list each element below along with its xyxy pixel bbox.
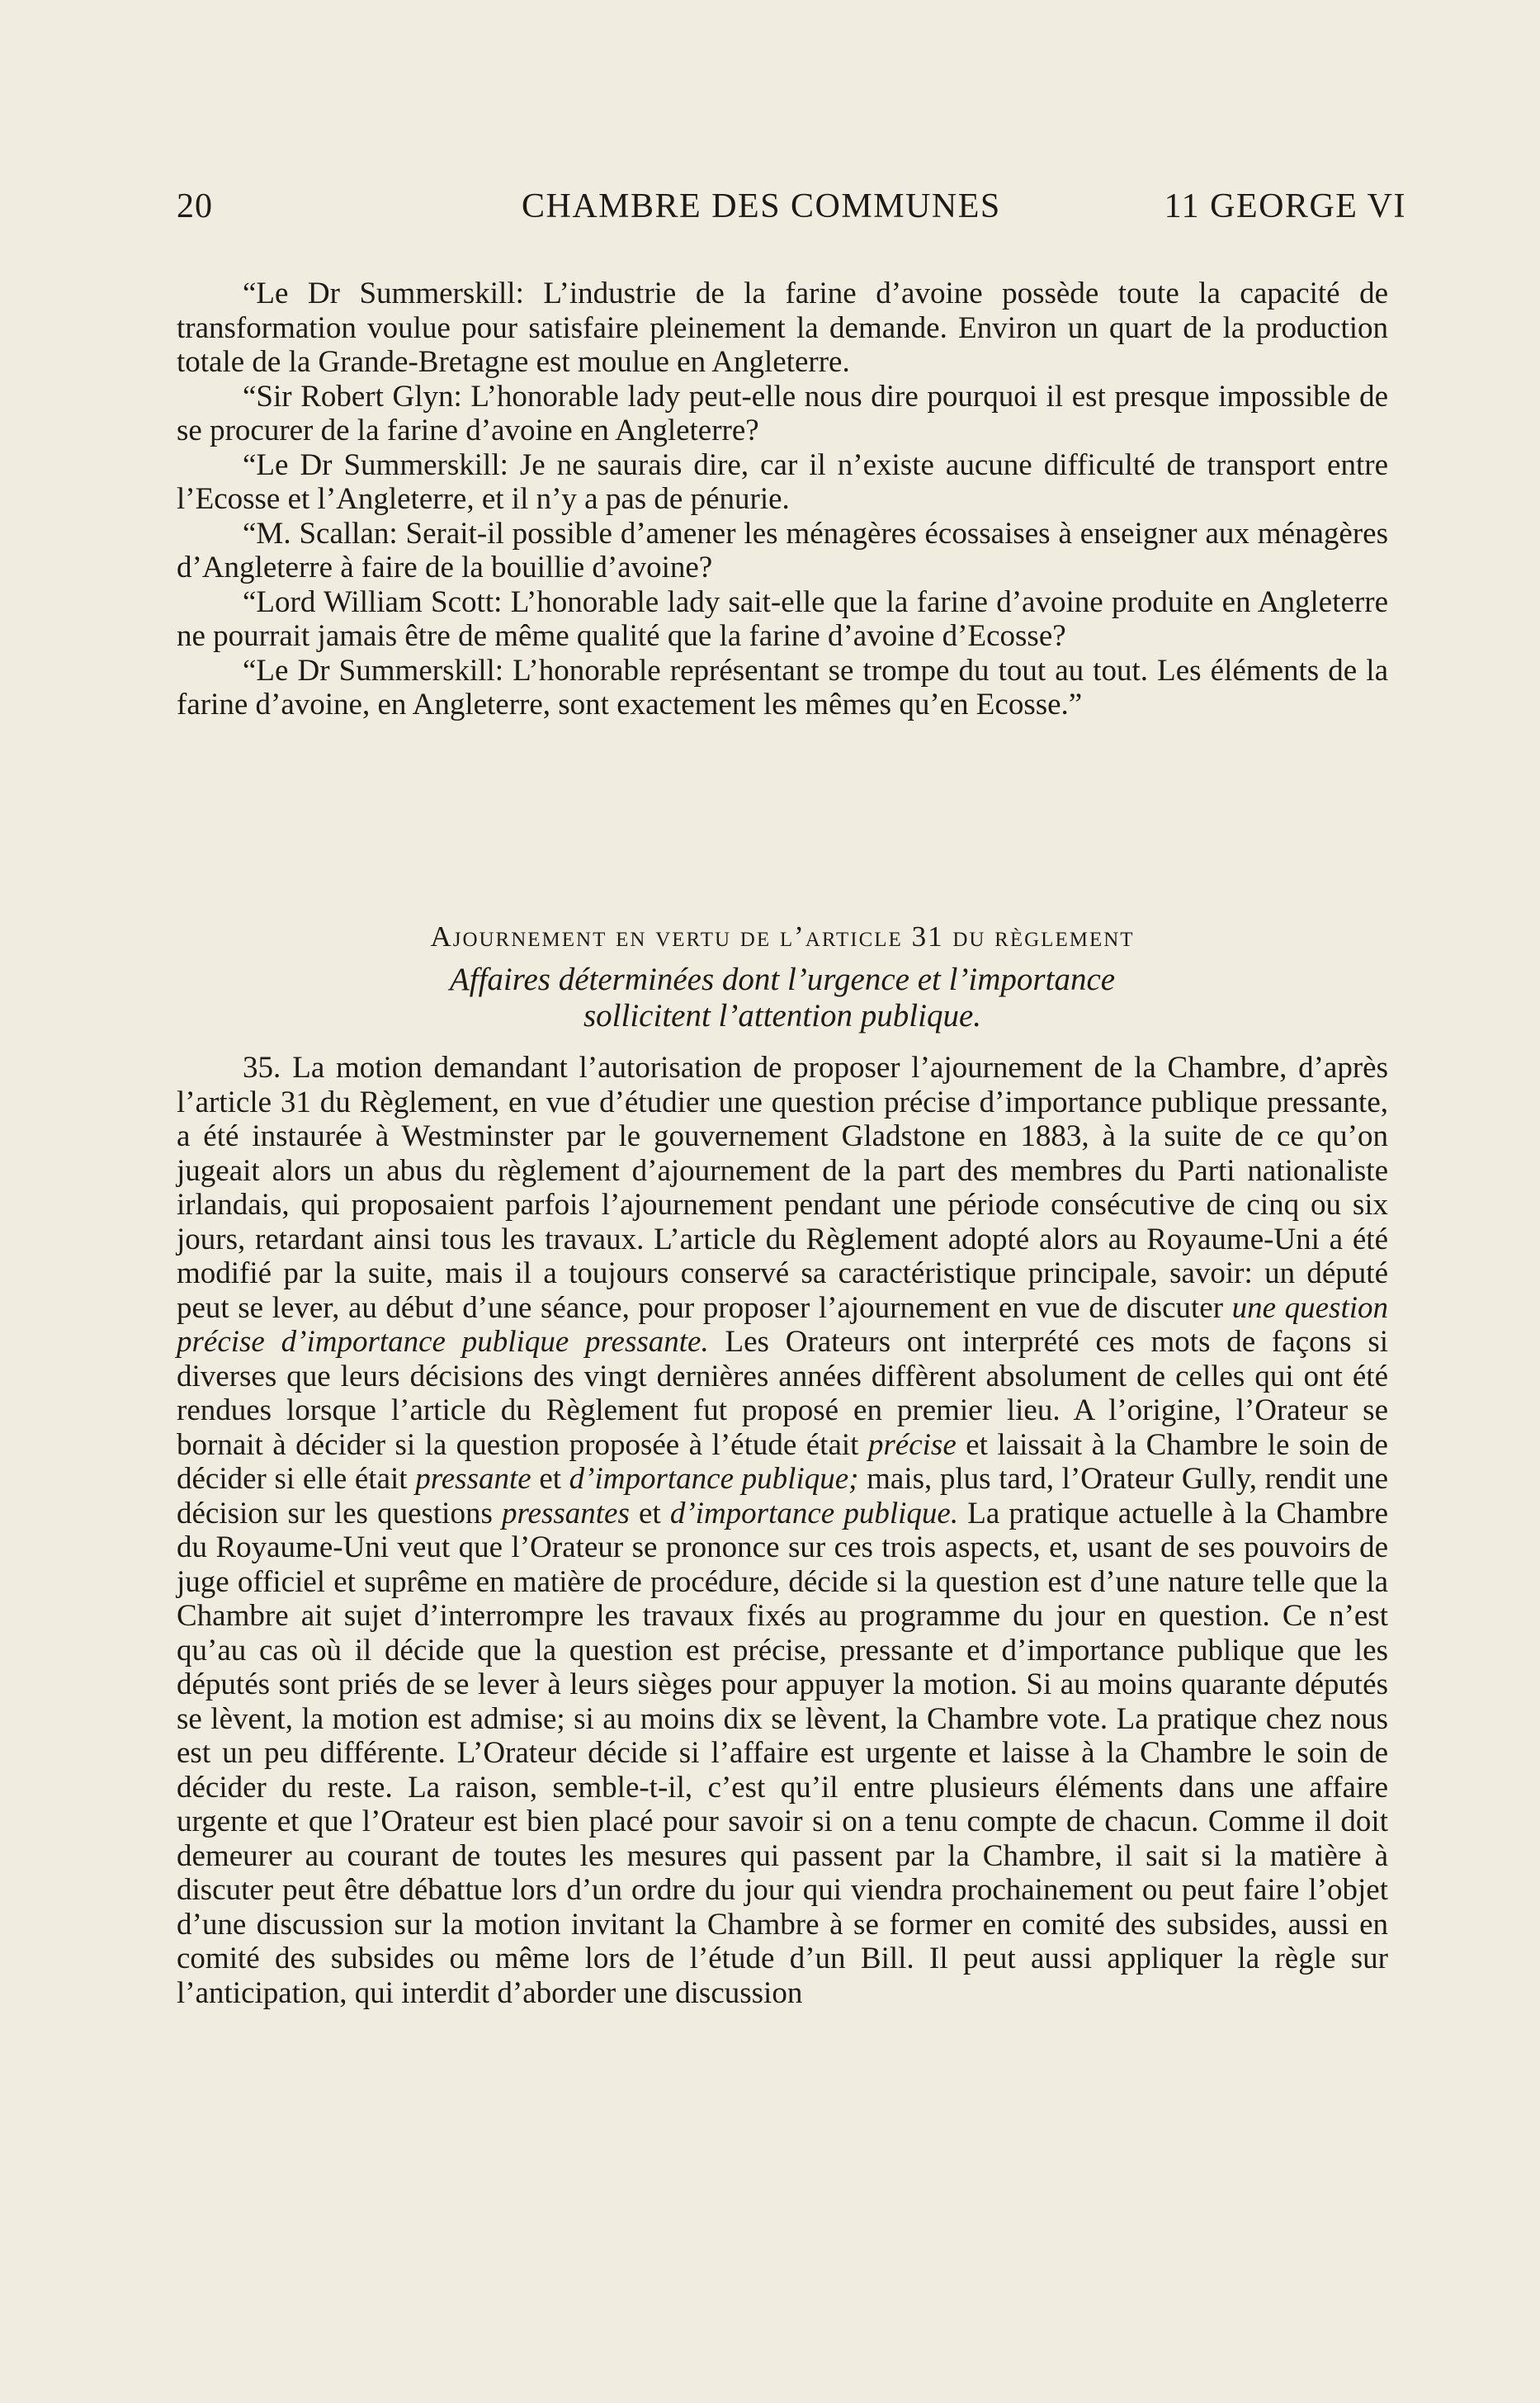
running-title: CHAMBRE DES COMMUNES	[522, 187, 1001, 225]
paragraph-body	[177, 1051, 1388, 2010]
page-number: 20	[177, 187, 213, 225]
italic-run: une question précise d’importance publique pressante.	[177, 1290, 1388, 1359]
text-run: et	[531, 1462, 569, 1496]
text-run: et	[629, 1496, 670, 1530]
italic-run: d’importance publique;	[569, 1462, 859, 1496]
quote-paragraph: “Le Dr Summerskill: Je ne saurais dire, car il n’existe aucune difficulté de transport entre l’Ecosse et l’Angleterre, et il n’y a pas de pénurie.	[177, 447, 1388, 516]
italic-run: pressante	[415, 1462, 531, 1496]
subheading-line: sollicitent l’attention publique.	[583, 998, 981, 1034]
quote-paragraph: “Sir Robert Glyn: L’honorable lady peut-elle nous dire pourquoi il est presque impossible de se procurer de la farine d’avoine en Angleterre?	[177, 379, 1388, 447]
quote-paragraph: “Le Dr Summerskill: L’honorable représentant se trompe du tout au tout. Les éléments de la farine d’avoine, en Angleterre, sont exactement les mêmes qu’en Ecosse.”	[177, 653, 1388, 721]
section-subheading	[177, 962, 1388, 1034]
quote-paragraph: “Lord William Scott: L’honorable lady sait-elle que la farine d’avoine produite en Angleterre ne pourrait jamais être de même qualité que la farine d’avoine d’Ecosse?	[177, 584, 1388, 653]
regnal-year: 11 GEORGE VI	[1164, 187, 1406, 225]
quote-paragraph: “Le Dr Summerskill: L’industrie de la farine d’avoine possède toute la capacité de transformation voulue pour satisfaire pleinement la demande. Environ un quart de la production totale de la Grande-Bretagne est moulue en Angleterre.	[177, 277, 1388, 379]
section-heading: Ajournement en vertu de l’article 31 du règlement	[430, 920, 1135, 953]
italic-run: pressantes	[502, 1496, 630, 1530]
italic-run: précise	[867, 1427, 957, 1462]
quote-paragraph: “M. Scallan: Serait-il possible d’amener les ménagères écossaises à enseigner aux ménagères d’Angleterre à faire de la bouillie d’avoine?	[177, 516, 1388, 584]
page-header	[177, 187, 1406, 236]
text-run: La motion demandant l’autorisation de proposer l’ajournement de la Chambre, d’après l’article 31 du Règlement, en vue d’étudier une question précise d’importance publique pressante, a été instaurée à Westminster par le gouvernement Gladstone en 1883, à la suite de ce qu’on jugeait alors un abus du règlement d’ajournement de la part des membres du Parti nationaliste irlandais, qui proposaient parfois l’ajournement pendant une période consécutive de cinq ou six jours, retardant ainsi tous les travaux. L’article du Règlement adopté alors au Royaume-Uni a été modifié par la suite, mais il a toujours conservé sa caractéristique principale, savoir: un député peut se lever, au début d’une séance, pour proposer l’ajournement en vue de discuter	[177, 1051, 1388, 1325]
text-run: et laissait à la Chambre le soin de décider si elle était	[177, 1427, 1388, 1496]
quoted-debate	[177, 277, 1388, 722]
paragraph-35	[177, 1051, 1388, 2010]
text-run: La pratique actuelle à la Chambre du Royaume-Uni veut que l’Orateur se prononce sur ces trois aspects, et, usant de ses pouvoirs de juge officiel et suprême en matière de procédure, décide si la question est d’une nature telle que la Chambre ait sujet d’interrompre les travaux fixés au programme du jour en question. Ce n’est qu’au cas où il décide que la question est précise, pressante et d’importance publique que les députés sont priés de se lever à leurs sièges pour appuyer la motion. Si au moins quarante députés se lèvent, la motion est admise; si au moins dix se lèvent, la Chambre vote. La pratique chez nous est un peu différente. L’Orateur décide si l’affaire est urgente et laisse à la Chambre le soin de décider du reste. La raison, semble-t-il, c’est qu’il entre plusieurs éléments dans une affaire urgente et que l’Orateur est bien placé pour savoir si on a tenu compte de chacun. Comme il doit demeurer au courant de toutes les mesures qui passent par la Chambre, il sait si la matière à discuter peut être débattue lors d’un ordre du jour qui viendra prochainement ou peut faire l’objet d’une discussion sur la motion invitant la Chambre à se former en comité des subsides, aussi en comité des subsides ou même lors de l’étude d’un Bill. Il peut aussi appliquer la règle sur l’anticipation, qui interdit d’aborder une discussion	[177, 1496, 1389, 2010]
text-run: mais, plus tard, l’Orateur Gully, rendit une décision sur les questions	[177, 1462, 1389, 1530]
subheading-line: Affaires déterminées dont l’urgence et l’importance	[449, 962, 1116, 997]
italic-run: d’importance publique.	[669, 1496, 959, 1530]
paragraph-text	[177, 1051, 1388, 2010]
text-run: Les Orateurs ont interprété ces mots de façons si diverses que leurs décisions des vingt dernières années diffèrent absolument de celles qui ont été rendues lorsque l’article du Règlement fut proposé en premier lieu. A l’origine, l’Orateur se bornait à décider si la question proposée à l’étude était	[177, 1325, 1388, 1462]
paragraph-number: 35.	[243, 1051, 281, 1085]
